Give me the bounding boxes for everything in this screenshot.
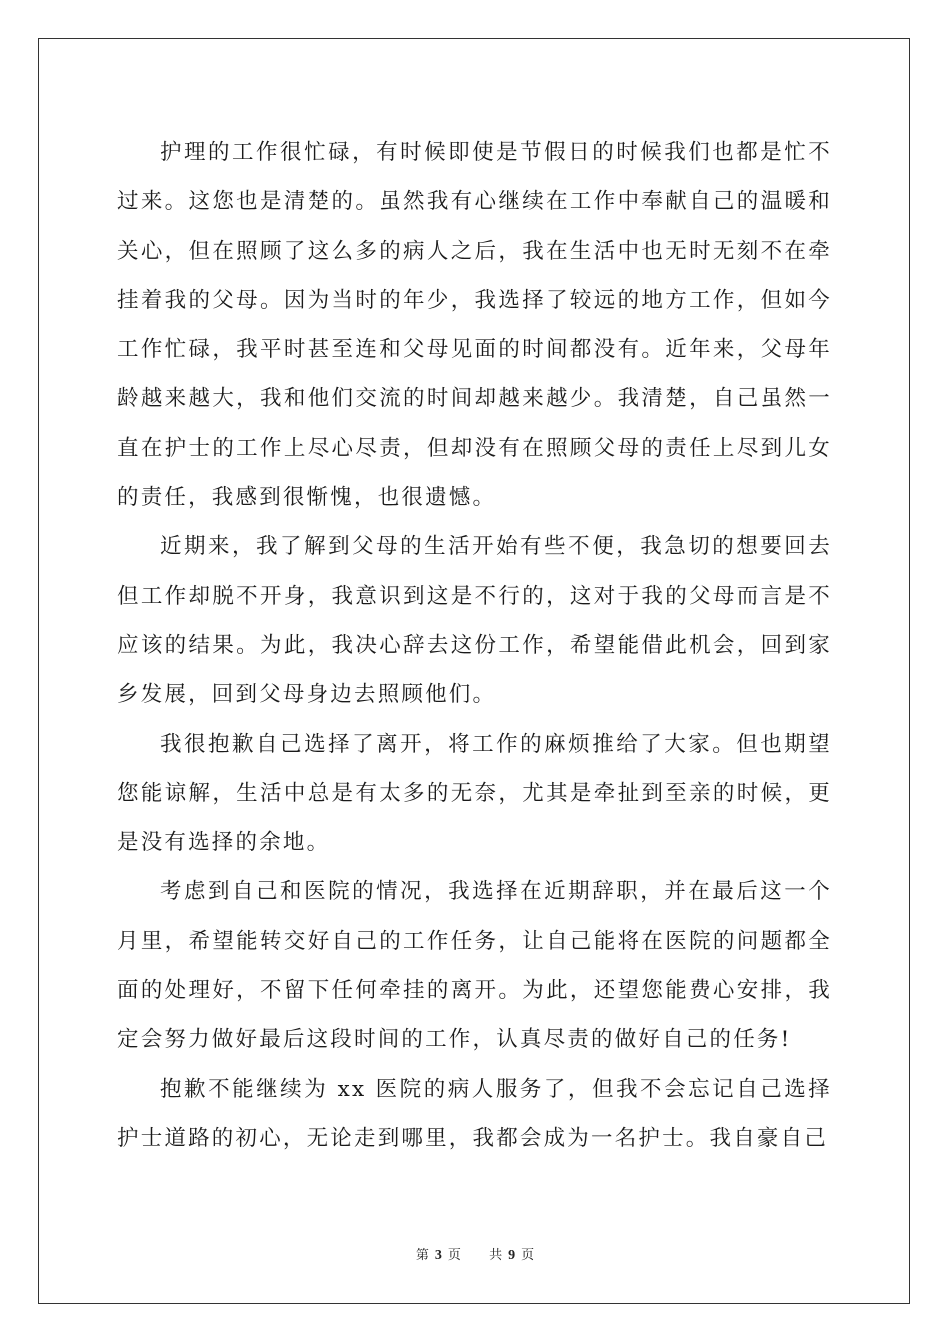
total-suffix: 页 <box>521 1248 535 1263</box>
paragraph-2: 近期来，我了解到父母的生活开始有些不便，我急切的想要回去但工作却脱不开身，我意识到这是不行的，这对于我的父母而言是不应该的结果。为此，我决心辞去这份工作，希望能借此机会，回到家乡发展，回到父母身边去照顾他们。 <box>117 534 832 708</box>
page-suffix: 页 <box>447 1248 461 1263</box>
current-page-indicator <box>410 1248 467 1263</box>
paragraph-3: 我很抱歉自己选择了离开，将工作的麻烦推给了大家。但也期望您能谅解，生活中总是有太多的无奈，尤其是牵扯到至亲的时候，更是没有选择的余地。 <box>117 731 832 856</box>
total-pages-indicator <box>483 1248 540 1263</box>
page-footer <box>0 1244 950 1264</box>
document-body <box>117 128 832 1163</box>
page-prefix: 第 <box>415 1248 429 1263</box>
paragraph-1: 护理的工作很忙碌，有时候即使是节假日的时候我们也都是忙不过来。这您也是清楚的。虽然我有心继续在工作中奉献自己的温暖和关心，但在照顾了这么多的病人之后，我在生活中也无时无刻不在牵挂着我的父母。因为当时的年少，我选择了较远的地方工作，但如今工作忙碌，我平时甚至连和父母见面的时间都没有。近年来，父母年龄越来越大，我和他们交流的时间却越来越少。我清楚，自己虽然一直在护士的工作上尽心尽责，但却没有在照顾父母的责任上尽到儿女的责任，我感到很惭愧，也很遗憾。 <box>117 140 832 511</box>
total-number: 9 <box>508 1248 516 1263</box>
total-prefix: 共 <box>489 1248 503 1263</box>
paragraph-5: 抱歉不能继续为 xx 医院的病人服务了，但我不会忘记自己选择护士道路的初心，无论走到哪里，我都会成为一名护士。我自豪自己 <box>117 1076 832 1151</box>
page-number: 3 <box>434 1248 442 1263</box>
paragraph-4: 考虑到自己和医院的情况，我选择在近期辞职，并在最后这一个月里，希望能转交好自己的工作任务，让自己能将在医院的问题都全面的处理好，不留下任何牵挂的离开。为此，还望您能费心安排，我定会努力做好最后这段时间的工作，认真尽责的做好自己的任务! <box>117 879 832 1053</box>
